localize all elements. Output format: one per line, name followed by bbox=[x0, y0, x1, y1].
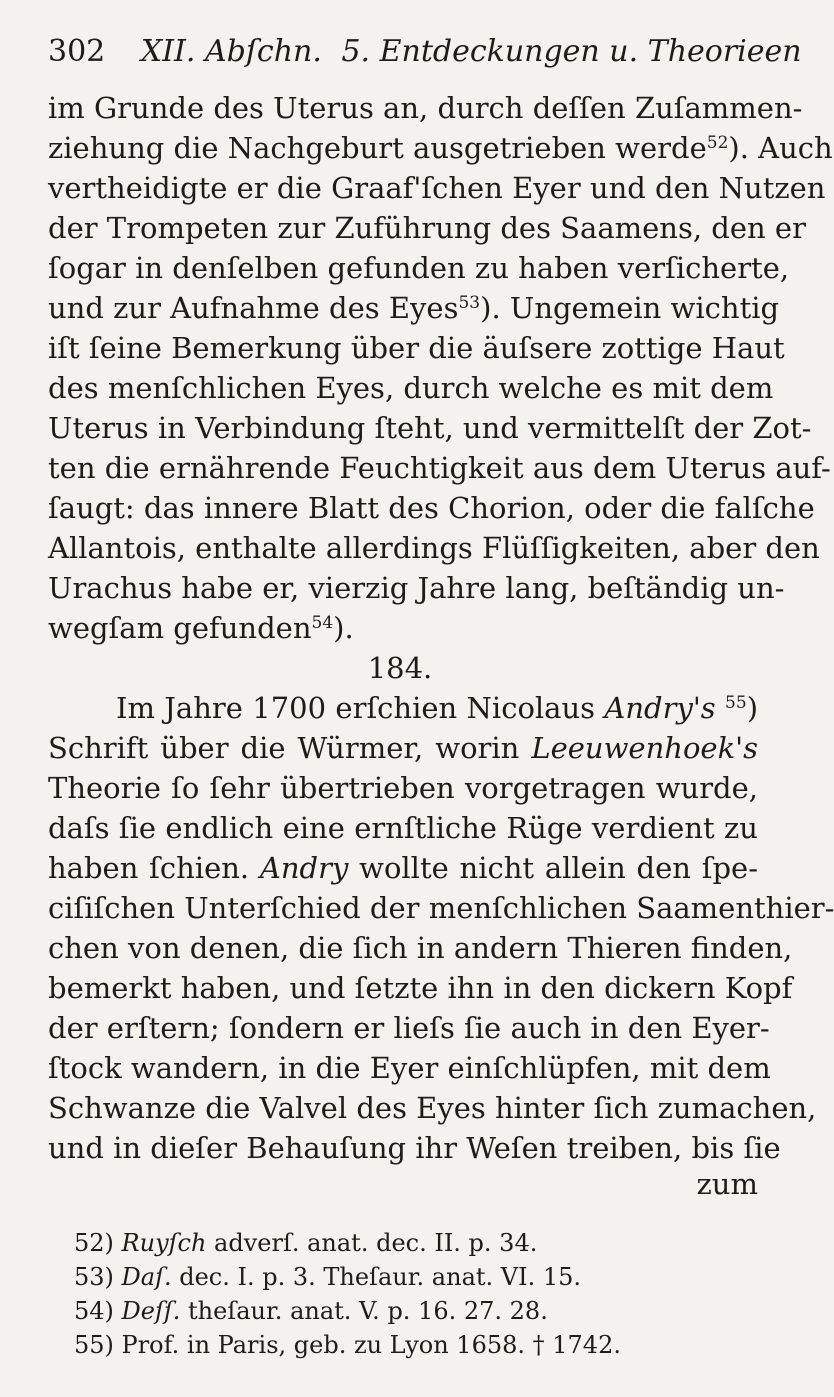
text-line: und in dieſer Behauſung ihr Weſen treiben, bis ſie bbox=[48, 1131, 781, 1165]
text-line: des menſchlichen Eyes, durch welche es mit dem bbox=[48, 371, 774, 405]
footnote: 52) Ruyſch adverſ. anat. dec. II. p. 34. bbox=[74, 1229, 538, 1257]
text-line: Uterus in Verbindung ſteht, und vermittelſt der Zot- bbox=[48, 411, 812, 445]
text-line: chen von denen, die ſich in andern Thieren finden, bbox=[48, 931, 793, 965]
text-line: ſaugt: das innere Blatt des Chorion, oder die falſche bbox=[48, 491, 815, 525]
footnote-ref: 52 bbox=[706, 133, 729, 153]
person-name: Andry bbox=[259, 851, 349, 885]
footnote-ref: 54 bbox=[311, 613, 334, 633]
text-line: im Grunde des Uterus an, durch deſſen Zuſammen- bbox=[48, 91, 803, 125]
text-line: Im Jahre 1700 erſchien Nicolaus Andry's $^{55}$) bbox=[116, 691, 759, 725]
running-title: 5. Entdeckungen u. Theorieen bbox=[341, 34, 802, 69]
text-line: iſt ſeine Bemerkung über die äuſsere zottige Haut bbox=[48, 331, 785, 365]
text-line: ten die ernährende Feuchtigkeit aus dem Uterus auf- bbox=[48, 451, 831, 485]
text-line: der erſtern; ſondern er lieſs ſie auch in den Eyer- bbox=[48, 1011, 770, 1045]
person-name: Andry's bbox=[604, 691, 716, 725]
text-line: daſs ſie endlich eine ernſtliche Rüge verdient zu bbox=[48, 811, 758, 845]
text-line: vertheidigte er die Graaf'ſchen Eyer und den Nutzen bbox=[48, 171, 826, 205]
text-line: ſogar in denſelben gefunden zu haben verſicherte, bbox=[48, 251, 790, 285]
text-line: ſtock wandern, in die Eyer einſchlüpfen, mit dem bbox=[48, 1051, 771, 1085]
text-line: Allantois, enthalte allerdings Flüſſigkeiten, aber den bbox=[48, 531, 820, 565]
footnote-ref: 55 bbox=[725, 693, 747, 713]
catchword: zum bbox=[696, 1167, 758, 1201]
text-line: Schwanze die Valvel des Eyes hinter ſich zumachen, bbox=[48, 1091, 817, 1125]
footnote: 53) Daſ. dec. I. p. 3. Theſaur. anat. VI. 15. bbox=[74, 1263, 582, 1291]
text-line: ciſiſchen Unterſchied der menſchlichen Saamenthier- bbox=[48, 891, 834, 925]
text-line: haben ſchien. Andry wollte nicht allein den ſpe- bbox=[48, 851, 758, 885]
footnote-ref: 53 bbox=[458, 293, 481, 313]
running-header bbox=[48, 32, 802, 72]
footnote: 54) Deſſ. theſaur. anat. V. p. 16. 27. 28. bbox=[74, 1297, 548, 1325]
text-line: wegſam gefunden$^{54}$). bbox=[48, 611, 354, 645]
text-line: Schrift über die Würmer, worin Leeuwenhoek's bbox=[48, 731, 758, 765]
text-line: ziehung die Nachgeburt ausgetrieben werde$^{52}$). Auch bbox=[48, 131, 833, 165]
chapter-label: XII. Abſchn. bbox=[140, 34, 322, 69]
text-line: bemerkt haben, und ſetzte ihn in den dickern Kopf bbox=[48, 971, 793, 1005]
page-number: 302 bbox=[48, 34, 106, 69]
footnote: 55) Prof. in Paris, geb. zu Lyon 1658. † 1742. bbox=[74, 1331, 621, 1359]
text-line: Urachus habe er, vierzig Jahre lang, beſtändig un- bbox=[48, 571, 785, 605]
text-line: und zur Aufnahme des Eyes$^{53}$). Ungemein wichtig bbox=[48, 291, 780, 325]
text-line: der Trompeten zur Zuführung des Saamens, den er bbox=[48, 211, 806, 245]
text-line: Theorie ſo ſehr übertrieben vorgetragen wurde, bbox=[48, 771, 758, 805]
person-name: Leeuwenhoek's bbox=[531, 731, 758, 765]
section-number: 184. bbox=[367, 651, 433, 685]
